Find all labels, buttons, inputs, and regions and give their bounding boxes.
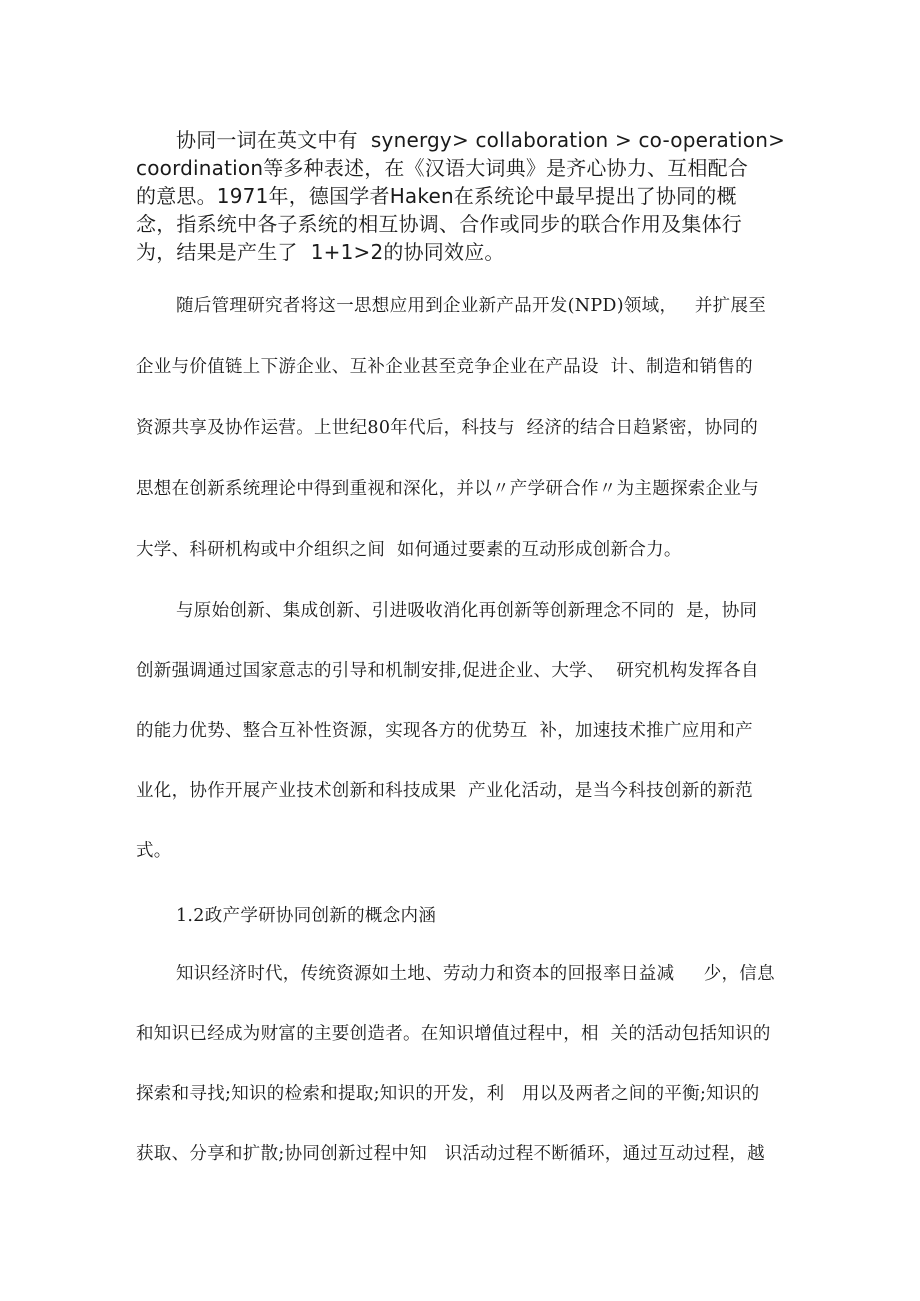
paragraph-3-line-3: 的能力优势、整合互补性资源，实现各方的优势互 补，加速技术推广应用和产 (136, 721, 753, 741)
paragraph-1-line-1: 协同一词在英文中有 synergy> collaboration > co-operation> (176, 128, 786, 152)
paragraph-1-line-5: 为，结果是产生了 1+1>2的协同效应。 (136, 240, 505, 264)
paragraph-2-line-3: 资源共享及协作运营。上世纪80年代后，科技与 经济的结合日趋紧密，协同的 (136, 418, 758, 438)
section-heading: 1.2政产学研协同创新的概念内涵 (176, 906, 437, 926)
paragraph-3-line-5: 式。 (136, 841, 172, 861)
paragraph-1-line-4: 念，指系统中各子系统的相互协调、合作或同步的联合作用及集体行 (136, 212, 742, 236)
paragraph-4-line-4: 获取、分享和扩散;协同创新过程中知 识活动过程不断循环，通过互动过程，越 (136, 1144, 765, 1164)
paragraph-3-line-1: 与原始创新、集成创新、引进吸收消化再创新等创新理念不同的 是，协同 (176, 601, 758, 621)
paragraph-3-line-2: 创新强调通过国家意志的引导和机制安排,促进企业、大学、 研究机构发挥各自 (136, 661, 759, 681)
paragraph-2-line-5: 大学、科研机构或中介组织之间 如何通过要素的互动形成创新合力。 (136, 540, 682, 560)
paragraph-1-line-2: coordination等多种表述，在《汉语大词典》是齐心协力、互相配合 (136, 156, 749, 180)
paragraph-2-line-1: 随后管理研究者将这一思想应用到企业新产品开发(NPD)领域， 并扩展至 (176, 296, 767, 316)
paragraph-4-line-1: 知识经济时代，传统资源如土地、劳动力和资本的回报率日益减 少，信息 (176, 964, 775, 984)
paragraph-2-line-4: 思想在创新系统理论中得到重视和深化，并以〃产学研合作〃为主题探索企业与 (136, 479, 759, 499)
paragraph-3-line-4: 业化，协作开展产业技术创新和科技成果 产业化活动，是当今科技创新的新范 (136, 781, 753, 801)
paragraph-4-line-3: 探索和寻找;知识的检索和提取;知识的开发，利 用以及两者之间的平衡;知识的 (136, 1084, 760, 1104)
paragraph-1-line-3: 的意思。1971年，德国学者Haken在系统论中最早提出了协同的概 (136, 184, 737, 208)
paragraph-2-line-2: 企业与价值链上下游企业、互补企业甚至竞争企业在产品设 计、制造和销售的 (136, 357, 753, 377)
paragraph-4-line-2: 和知识已经成为财富的主要创造者。在知识增值过程中，相 关的活动包括知识的 (136, 1024, 771, 1044)
